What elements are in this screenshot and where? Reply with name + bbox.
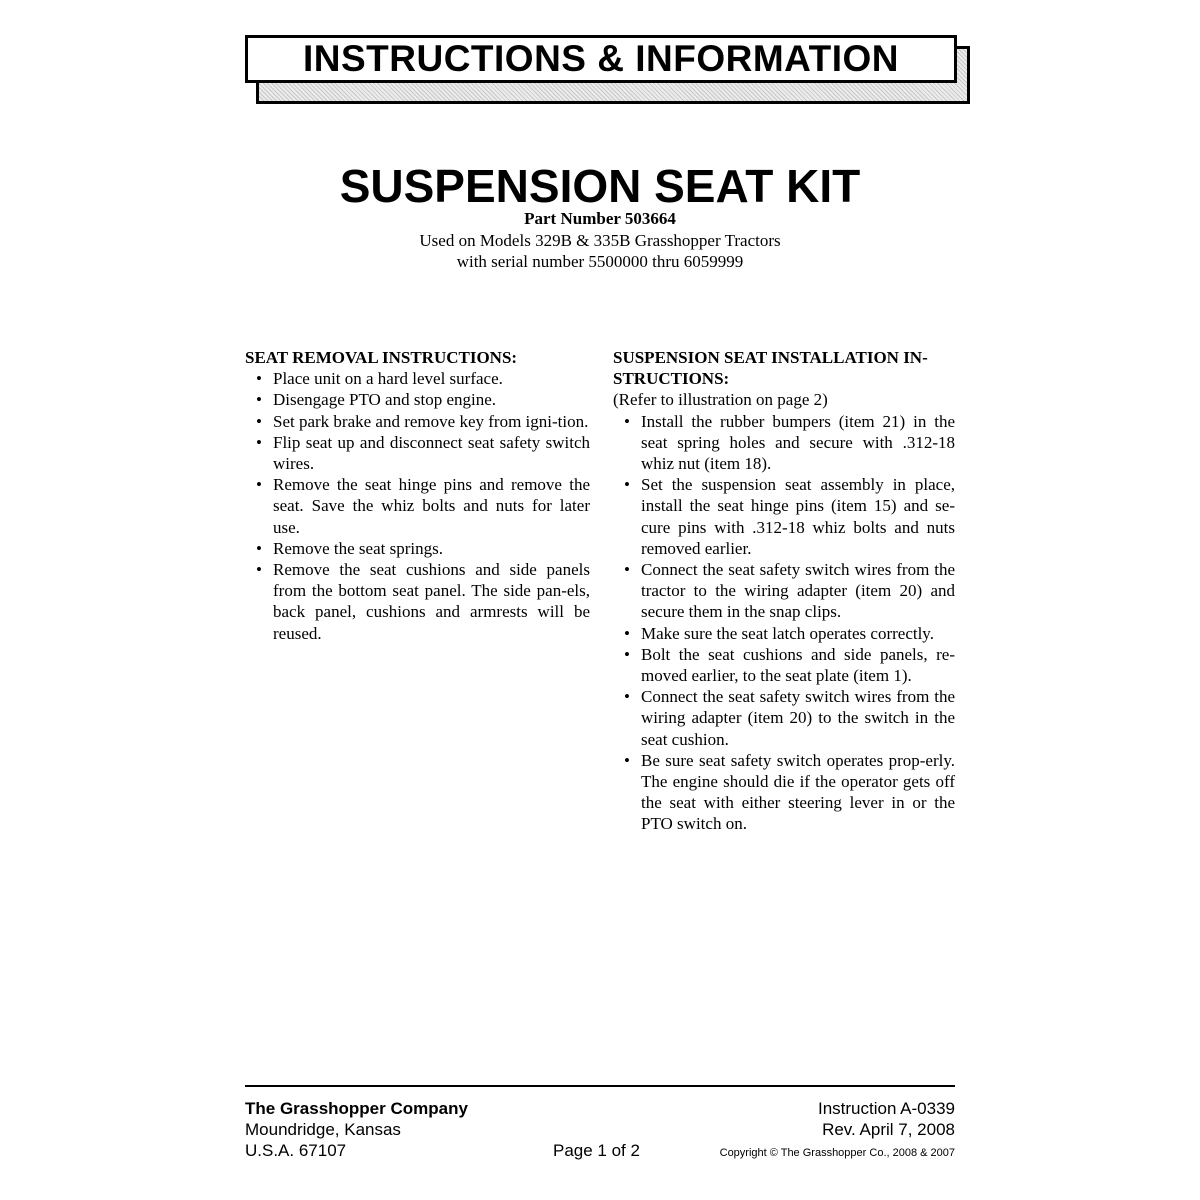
serial-line: with serial number 5500000 thru 6059999: [456, 252, 744, 271]
part-number: Part Number 503664: [524, 209, 676, 228]
document-title: SUSPENSION SEAT KIT: [339, 160, 861, 212]
footer-company: The Grasshopper Company: [245, 1099, 468, 1118]
list-item: • Install the rubber bumpers (item 21) in the seat spring holes and secure with .312-18 whiz nut (item 18).: [613, 411, 955, 475]
list-item: • Remove the seat cushions and side panels from the bottom seat panel. The side pan-els, back panel, cushions and armrests will be reused.: [245, 559, 590, 644]
header-banner: [245, 35, 957, 83]
list-item: • Remove the seat hinge pins and remove the seat. Save the whiz bolts and nuts for later use.: [245, 474, 590, 538]
instruction-number: Instruction A-0339: [817, 1099, 955, 1118]
list-item: • Place unit on a hard level surface.: [245, 368, 590, 389]
list-item: • Connect the seat safety switch wires from the tractor to the wiring adapter (item 20) and secure them in the snap clips.: [613, 559, 955, 623]
revision-date: Rev. April 7, 2008: [822, 1120, 955, 1139]
installation-note: (Refer to illustration on page 2): [613, 390, 828, 410]
list-item: • Bolt the seat cushions and side panels, re-moved earlier, to the seat plate (item 1).: [613, 644, 955, 686]
list-item: • Be sure seat safety switch operates prop-erly. The engine should die if the operator gets off the seat with either steering lever in or the PTO switch on.: [613, 750, 955, 835]
list-item: • Disengage PTO and stop engine.: [245, 389, 590, 410]
installation-heading: SUSPENSION SEAT INSTALLATION IN-STRUCTIONS:: [613, 348, 928, 389]
list-item: • Connect the seat safety switch wires from the wiring adapter (item 20) to the switch in the seat cushion.: [613, 686, 955, 750]
installation-section: [613, 347, 955, 835]
list-item: • Set park brake and remove key from igni-tion.: [245, 411, 590, 432]
removal-section: [245, 347, 590, 644]
installation-list: [613, 411, 955, 835]
list-item: • Set the suspension seat assembly in place, install the seat hinge pins (item 15) and se-cure pins with .312-18 whiz bolts and nuts removed earlier.: [613, 474, 955, 559]
copyright-notice: Copyright © The Grasshopper Co., 2008 & 2007: [719, 1147, 955, 1159]
removal-heading: SEAT REMOVAL INSTRUCTIONS:: [245, 348, 518, 367]
list-item: • Flip seat up and disconnect seat safety switch wires.: [245, 432, 590, 474]
page-number: Page 1 of 2: [553, 1141, 640, 1160]
removal-list: [245, 368, 590, 644]
models-line: Used on Models 329B & 335B Grasshopper Tractors: [419, 231, 781, 250]
list-item: • Make sure the seat latch operates correctly.: [613, 623, 955, 644]
footer-city: Moundridge, Kansas: [245, 1120, 401, 1139]
banner-title: INSTRUCTIONS & INFORMATION: [302, 38, 900, 79]
footer-divider: [245, 1085, 955, 1087]
footer-country: U.S.A. 67107: [245, 1141, 347, 1160]
list-item: • Remove the seat springs.: [245, 538, 590, 559]
